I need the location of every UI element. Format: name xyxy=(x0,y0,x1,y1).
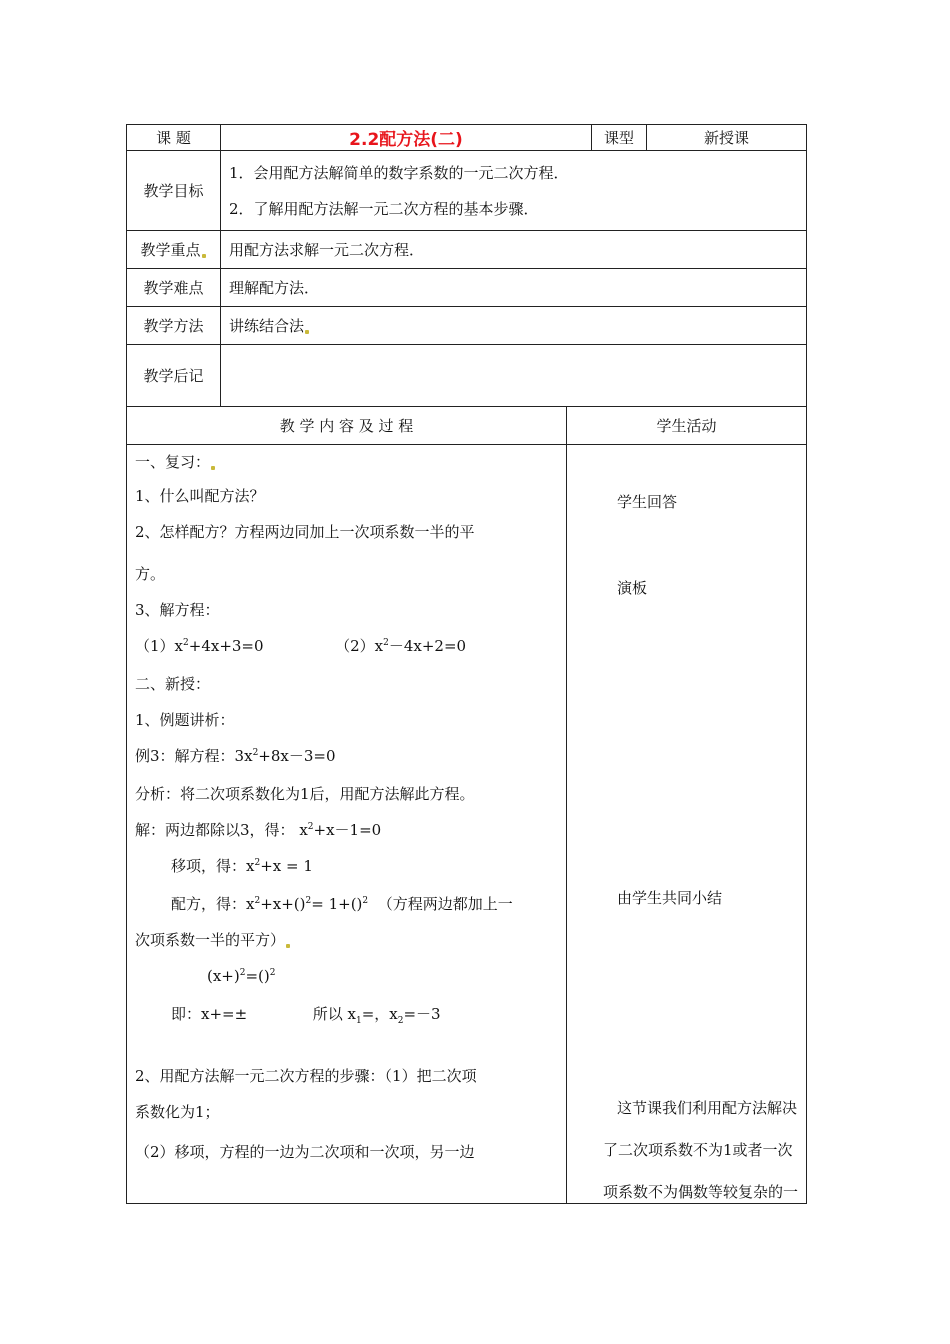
objectives-value xyxy=(221,151,807,231)
marker-dot xyxy=(211,466,215,470)
steps-line-3: （2）移项，方程的一边为二次项和一次项，另一边 xyxy=(135,1143,475,1161)
objectives-label: 教学目标 xyxy=(127,151,221,231)
review-question-2-cont: 方。 xyxy=(135,565,166,583)
notes-label: 教学后记 xyxy=(127,345,221,407)
key-point-value: 用配方法求解一元二次方程． xyxy=(221,231,807,269)
difficulty-label: 教学难点 xyxy=(127,269,221,307)
objectives-row xyxy=(127,151,807,231)
type-value: 新授课 xyxy=(647,125,807,151)
lesson-title: 2.2配方法(二) xyxy=(221,125,592,151)
activity-cell xyxy=(567,445,807,1204)
steps-line-2: 系数化为1； xyxy=(135,1103,220,1121)
equation-line: $(1)x^2+4x+3=0$ $(2)x^2-4x+2=0$ xyxy=(135,637,467,655)
activity-conclusion-line: 这节课我们利用配方法解决 xyxy=(617,1099,798,1117)
solution-line-2: 移项，得：$x^2+x = 1$ xyxy=(171,857,313,875)
objective-item: 1．会用配方法解简单的数字系数的一元二次方程． xyxy=(229,163,569,182)
content-row xyxy=(127,445,807,1204)
activity-header: 学生活动 xyxy=(567,407,807,445)
type-label: 课型 xyxy=(592,125,647,151)
solution-line-3-cont: 次项系数一半的平方） xyxy=(135,929,291,950)
solution-line-5: 即：x+=± 所以 $x_1=$，$x_2=-3$ xyxy=(171,1005,441,1026)
review-question-2: 2、怎样配方？方程两边同加上一次项系数一半的平 xyxy=(135,523,475,541)
notes-value xyxy=(221,345,807,407)
review-title: 一、复习： xyxy=(135,451,216,472)
key-point-row xyxy=(127,231,807,269)
activity-conclusion-line: 了二次项系数不为1或者一次 xyxy=(603,1141,793,1159)
review-question-3: 3、解方程： xyxy=(135,601,220,619)
activity-summary: 由学生共同小结 xyxy=(617,889,723,907)
method-value: 讲练结合法 xyxy=(221,307,807,345)
method-row xyxy=(127,307,807,345)
key-point-label: 教学重点 xyxy=(127,231,221,269)
objective-item: 2．了解用配方法解一元二次方程的基本步骤． xyxy=(229,199,539,218)
example-title: 1、例题讲析： xyxy=(135,711,235,729)
steps-line-1: 2、用配方法解一元二次方程的步骤：（1）把二次项 xyxy=(135,1067,477,1085)
lesson-plan-table xyxy=(126,124,807,1204)
difficulty-value: 理解配方法． xyxy=(221,269,807,307)
solution-line-4: $(x+)^2=()^2$ xyxy=(207,967,276,985)
section-header-row xyxy=(127,407,807,445)
difficulty-row xyxy=(127,269,807,307)
header-row xyxy=(127,125,807,151)
example-3: 例3：解方程：$3x^2+8x-3=0$ xyxy=(135,747,336,765)
marker-dot xyxy=(286,944,290,948)
new-lesson-title: 二、新授： xyxy=(135,675,211,693)
activity-board: 演板 xyxy=(617,579,648,597)
activity-answer: 学生回答 xyxy=(617,493,678,511)
review-question-1: 1、什么叫配方法？ xyxy=(135,487,265,505)
solution-line-3: 配方，得：$x^2+x+()^2= 1+()^2$ （方程两边都加上一 xyxy=(171,895,513,913)
analysis-line: 分析：将二次项系数化为1后，用配方法解此方程。 xyxy=(135,785,475,803)
marker-dot xyxy=(305,330,309,334)
marker-dot xyxy=(202,254,206,258)
content-cell xyxy=(127,445,567,1204)
method-label: 教学方法 xyxy=(127,307,221,345)
content-header: 教 学 内 容 及 过 程 xyxy=(127,407,567,445)
topic-label: 课 题 xyxy=(127,125,221,151)
notes-row xyxy=(127,345,807,407)
solution-line-1: 解：两边都除以3，得： $x^2+x-1=0$ xyxy=(135,821,382,839)
activity-conclusion-line: 项系数不为偶数等较复杂的一 xyxy=(603,1183,799,1201)
